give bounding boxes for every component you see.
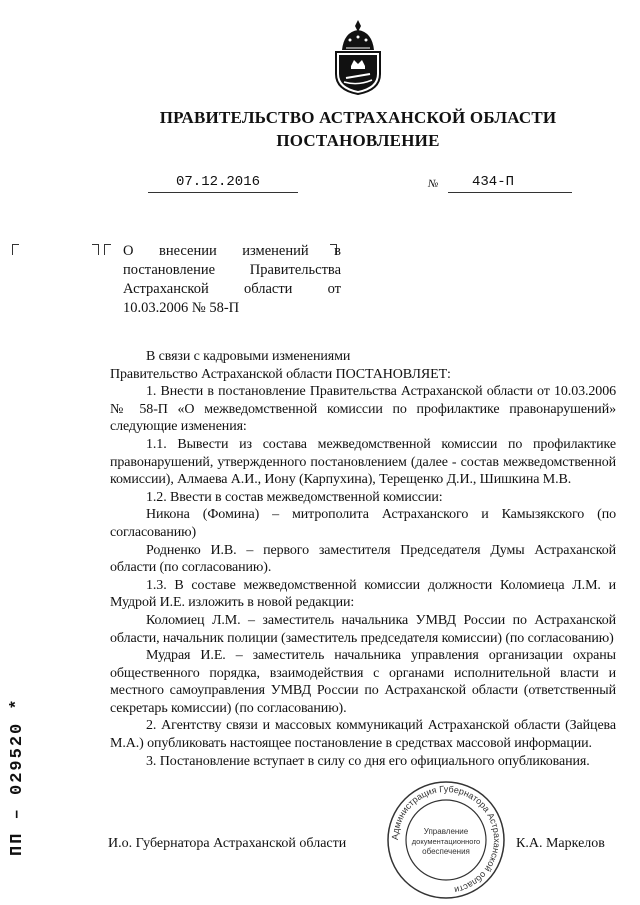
corner-mark (92, 244, 99, 255)
stamp-text: Управление (423, 827, 469, 836)
side-serial-code: ПП – 029520 * (8, 697, 27, 856)
paragraph: 1.3. В составе межведомственной комиссии должности Коломиеца Л.М. и Мудрой И.Е. изложить в новой редакции: (110, 577, 616, 611)
stamp-ring-text: Администрация Губернатора Астраханской области (389, 783, 503, 896)
corner-mark (12, 244, 19, 255)
corner-mark (104, 244, 111, 255)
paragraph: 3. Постановление вступает в силу со дня его официального опубликования. (146, 753, 590, 769)
signatory-position: И.о. Губернатора Астраханской области (108, 836, 347, 851)
paragraph: Мудрая И.Е. – заместитель начальника управления организации охраны общественного порядка, взаимодействия с органами исполнительной власти и местного самоуправления УМВД России по Астраханской области (ответственный секретарь комиссии) (по согласованию). (110, 648, 616, 716)
signatory-name: К.А. Маркелов (516, 836, 605, 851)
official-stamp-icon (384, 778, 508, 902)
paragraph: 1.2. Ввести в состав межведомственной комиссии: (146, 489, 443, 505)
stamp-text: документационного (411, 837, 481, 846)
organization-title: ПРАВИТЕЛЬСТВО АСТРАХАНСКОЙ ОБЛАСТИ (159, 108, 557, 127)
paragraph: 2. Агентству связи и массовых коммуникаций Астраханской области (Зайцева М.А.) опубликовать настоящее постановление в средствах массовой информации. (110, 718, 616, 752)
document-date: 07.12.2016 (176, 174, 261, 190)
paragraph: 1.1. Вывести из состава межведомственной комиссии по профилактике правонарушений, утвержденного постановлением (далее - состав межведомственной комиссии), Алмаева А.И., Иону (Карпухина), Терещенко Д.И., Шишкина М.В. (110, 436, 616, 488)
intro-line: В связи с кадровыми изменениями (146, 349, 351, 364)
paragraph: 1. Внести в постановление Правительства Астраханской области от 10.03.2006 № 58-П «О межведомственной комиссии по профилактике правонарушений» следующие изменения: (110, 384, 616, 435)
number-sign: № (428, 178, 439, 190)
coat-of-arms-icon (328, 18, 388, 96)
document-subject: О внесении изменений в постановление Правительства Астраханской области от 10.03.2006 № 58-П (123, 243, 341, 316)
document-body (110, 348, 616, 770)
document-number: 434-П (472, 174, 515, 190)
paragraph: Никона (Фомина) – митрополита Астраханского и Камызякского (по согласованию) (110, 507, 616, 540)
paragraph: Коломиец Л.М. – заместитель начальника УМВД России по Астраханской области, начальник полиции (заместитель председателя комиссии) (по согласованию) (110, 612, 616, 646)
intro-line: Правительство Астраханской области ПОСТАНОВЛЯЕТ: (110, 366, 451, 382)
document-type-title: ПОСТАНОВЛЕНИЕ (276, 131, 440, 150)
stamp-text: обеспечения (422, 847, 470, 856)
paragraph: Родненко И.В. – первого заместителя Председателя Думы Астраханской области (по согласованию). (110, 542, 616, 576)
